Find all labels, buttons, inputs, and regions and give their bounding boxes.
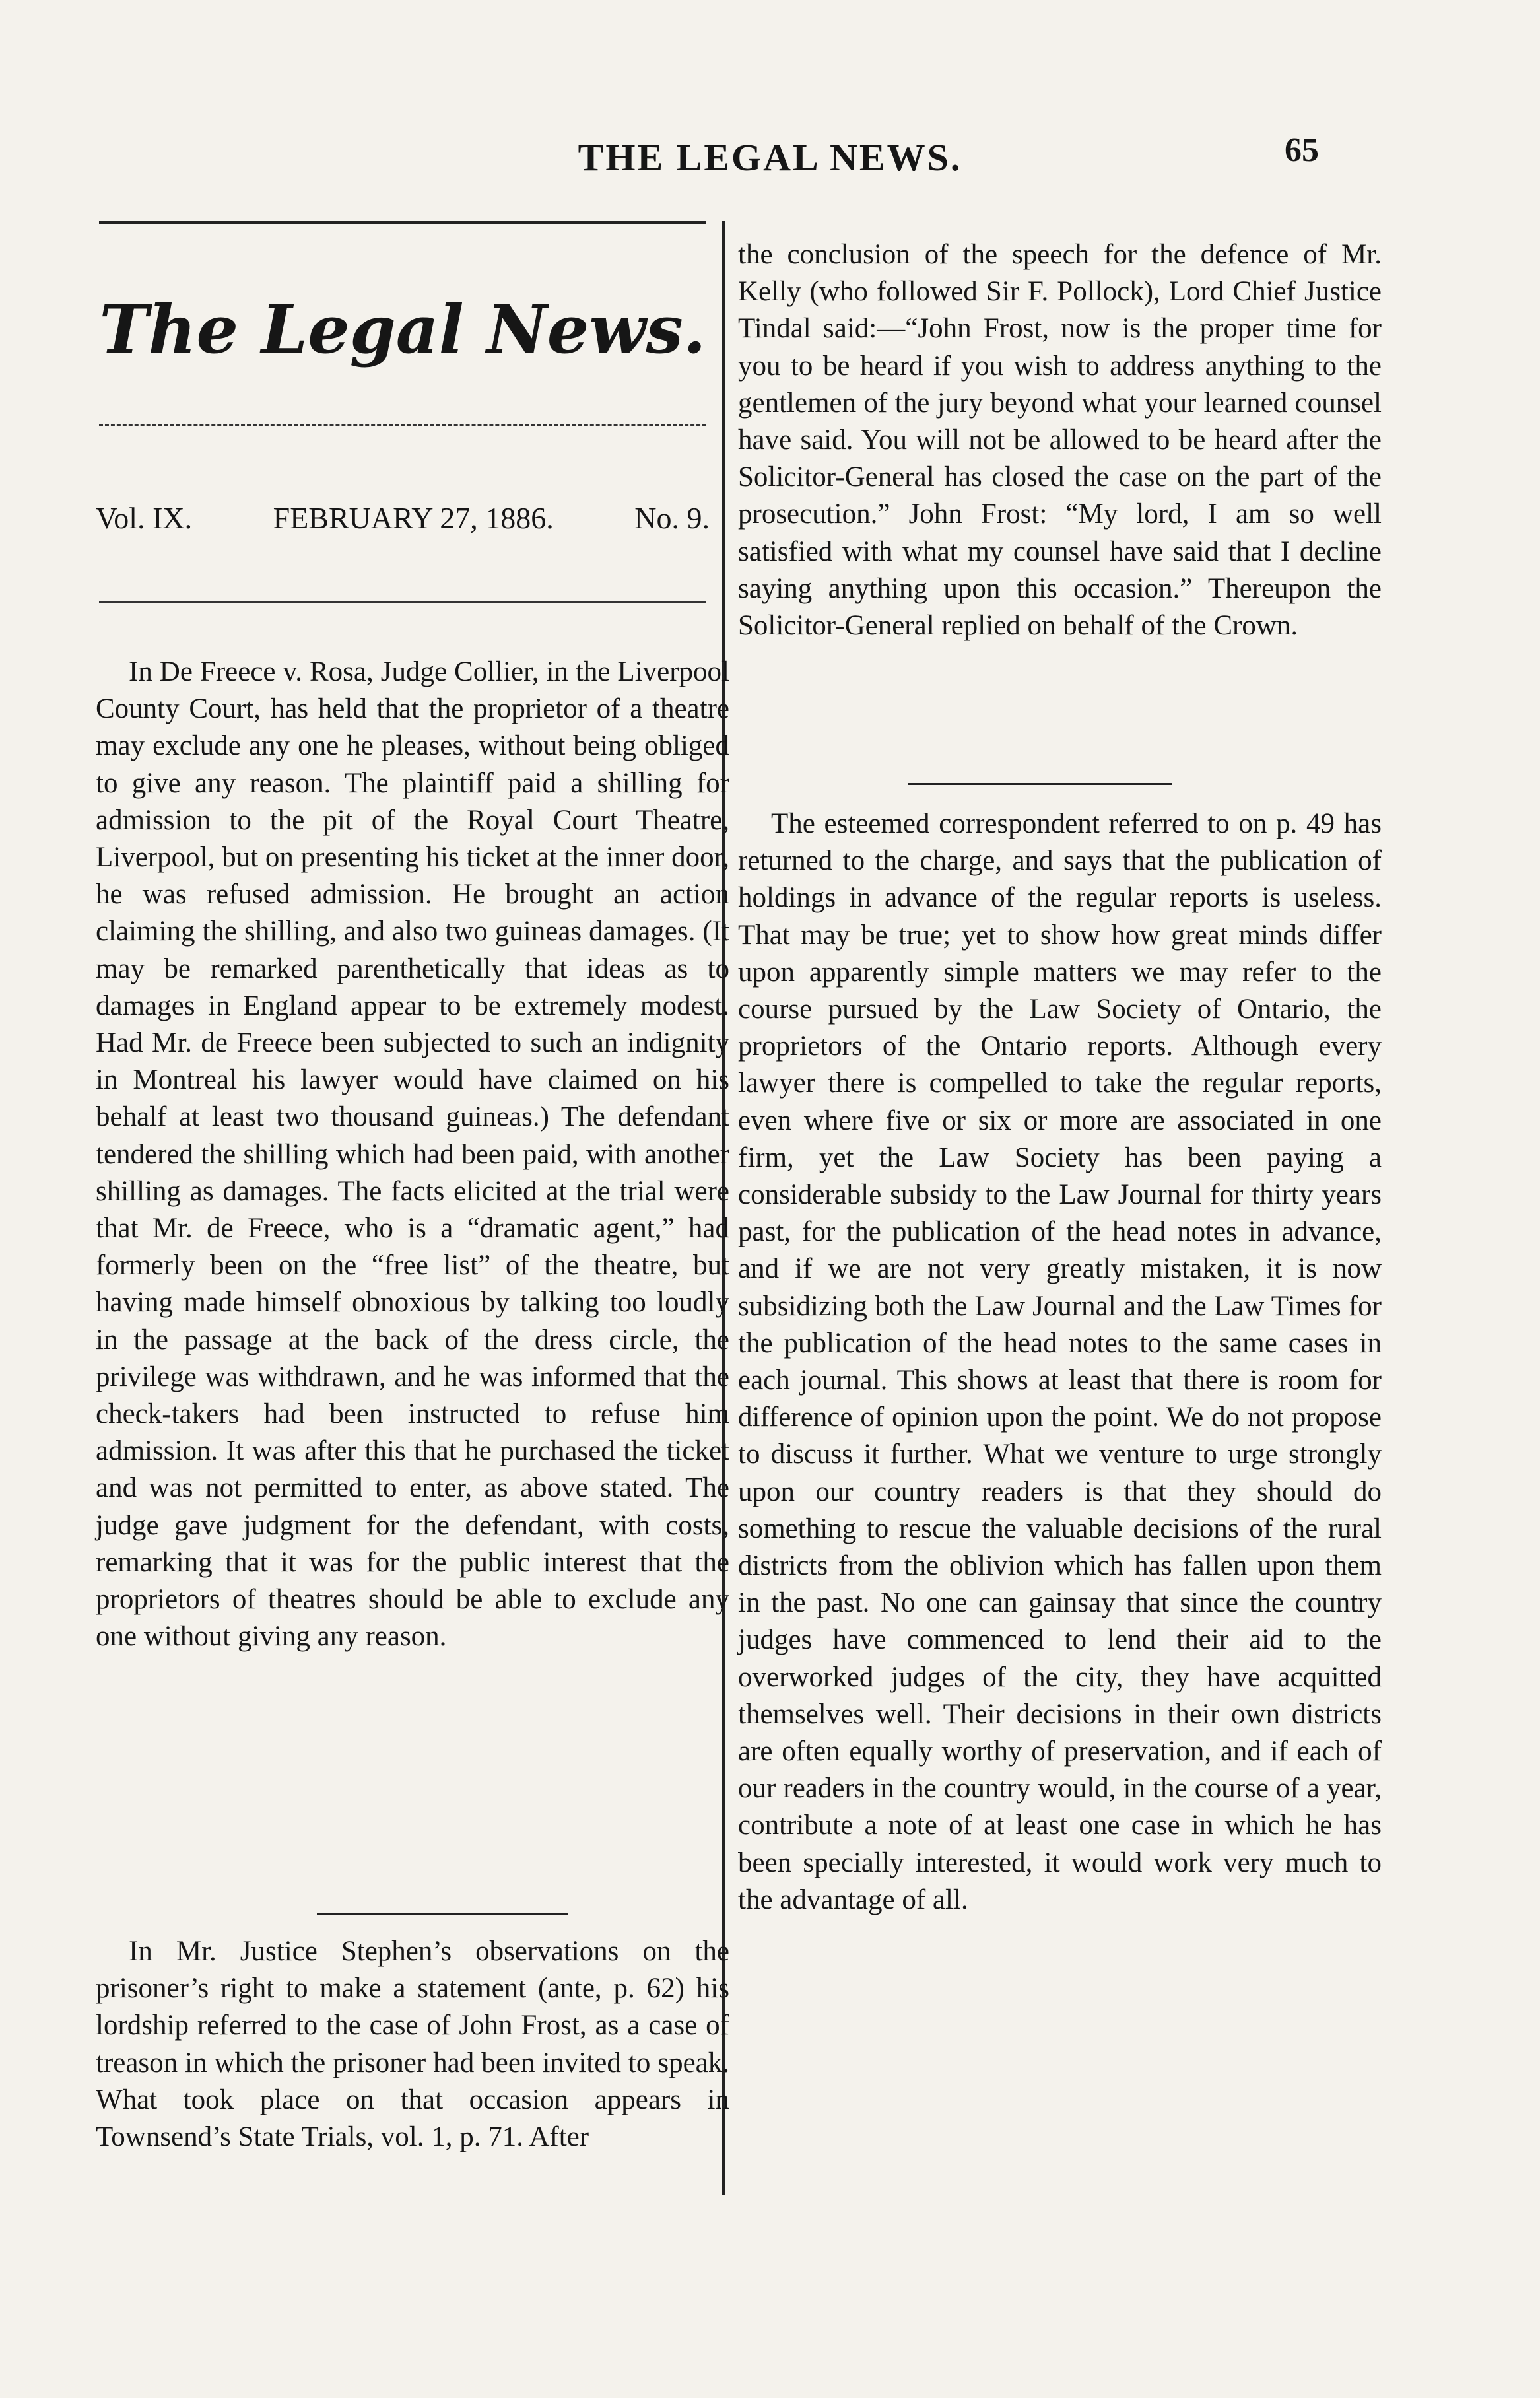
issue-date: FEBRUARY 27, 1886. <box>273 501 554 535</box>
issue-number: No. 9. <box>634 501 710 535</box>
page-number: 65 <box>1285 131 1319 169</box>
section-rule-left <box>317 1913 568 1915</box>
left-column-paragraph-1 <box>96 654 729 1655</box>
header-rule <box>99 221 706 224</box>
left-column-paragraph-2 <box>96 1933 729 2156</box>
masthead-rule <box>99 424 706 426</box>
running-title: THE LEGAL NEWS. <box>578 136 962 179</box>
masthead-title: The Legal News. <box>99 291 706 368</box>
issue-rule <box>99 601 706 603</box>
issue-volume: Vol. IX. <box>96 501 193 535</box>
paragraph-frost-continued: the conclusion of the speech for the defence of Mr. Kelly (who followed Sir F. Pollock), Lord Chief Justice Tindal said:—“John Frost, now is the proper time for you to be heard if you wish to address anything to the gentlemen of the jury beyond what your learned counsel have said. You will not be allowed to be heard after the Solicitor-General has closed the case on the part of the prosecution.” John Frost: “My lord, I am so well satisfied with what my counsel have said that I decline saying anything upon this occasion.” Thereupon the Solicitor-General replied on behalf of the Crown. <box>738 239 1382 642</box>
section-rule-right <box>908 783 1172 785</box>
paragraph-stephen: In Mr. Justice Stephen’s observations on the prisoner’s right to make a statement (ante, p. 62) his lordship referred to the case of John Frost, as a case of treason in which the prisoner had been invited to speak. What took place on that occasion appears in Townsend’s State Trials, vol. 1, p. 71. After <box>96 1936 729 2153</box>
right-column-paragraph-2 <box>738 805 1382 1919</box>
paragraph-de-freece: In De Freece v. Rosa, Judge Collier, in the Liverpool County Court, has held that the proprietor of a theatre may exclude any one he pleases, without being obliged to give any reason. The plaintiff paid a shilling for admission to the pit of the Royal Court Theatre, Liverpool, but on presenting his ticket at the inner door, he was refused admission. He brought an action claiming the shilling, and also two guineas damages. (It may be remarked parenthetically that ideas as to damages in England appear to be extremely modest. Had Mr. de Freece been subjected to such an indignity in Montreal his lawyer would have claimed on his behalf at least two thousand guineas.) The defendant tendered the shilling which had been paid, with another shilling as damages. The facts elicited at the trial were that Mr. de Freece, who is a “dramatic agent,” had formerly been on the “free list” of the theatre, but having made himself obnoxious by talking too loudly in the passage at the back of the dress circle, the privilege was withdrawn, and he was informed that the check-takers had been instructed to refuse him admission. It was after this that he purchased the ticket and was not permitted to enter, as above stated. The judge gave judgment for the defendant, with costs, remarking that it was for the public interest that the proprietors of theatres should be able to exclude any one without giving any reason. <box>96 656 729 1653</box>
issue-line <box>96 500 710 535</box>
right-column-paragraph-1 <box>738 236 1382 644</box>
paragraph-correspondent: The esteemed correspondent referred to on p. 49 has returned to the charge, and says that the publication of holdings in advance of the regular reports is useless. That may be true; yet to show how great minds differ upon apparently simple matters we may refer to the course pursued by the Law Society of Ontario, the proprietors of the Ontario reports. Although every lawyer there is compelled to take the regular reports, even where five or six or more are associated in one firm, yet the Law Society has been paying a considerable subsidy to the Law Journal for thirty years past, for the publication of the head notes in advance, and if we are not very greatly mistaken, it is now subsidizing both the Law Journal and the Law Times for the publication of the head notes to the same cases in each journal. This shows at least that there is room for difference of opinion upon the point. We do not propose to discuss it further. What we venture to urge strongly upon our country readers is that they should do something to rescue the valuable decisions of the rural districts from the oblivion which has fallen upon them in the past. No one can gainsay that since the country judges have commenced to lend their aid to the overworked judges of the city, they have acquitted themselves well. Their decisions in their own districts are often equally worthy of preservation, and if each of our readers in the country would, in the course of a year, contribute a note of at least one case in which he has been specially interested, it would work very much to the advantage of all. <box>738 808 1382 1915</box>
